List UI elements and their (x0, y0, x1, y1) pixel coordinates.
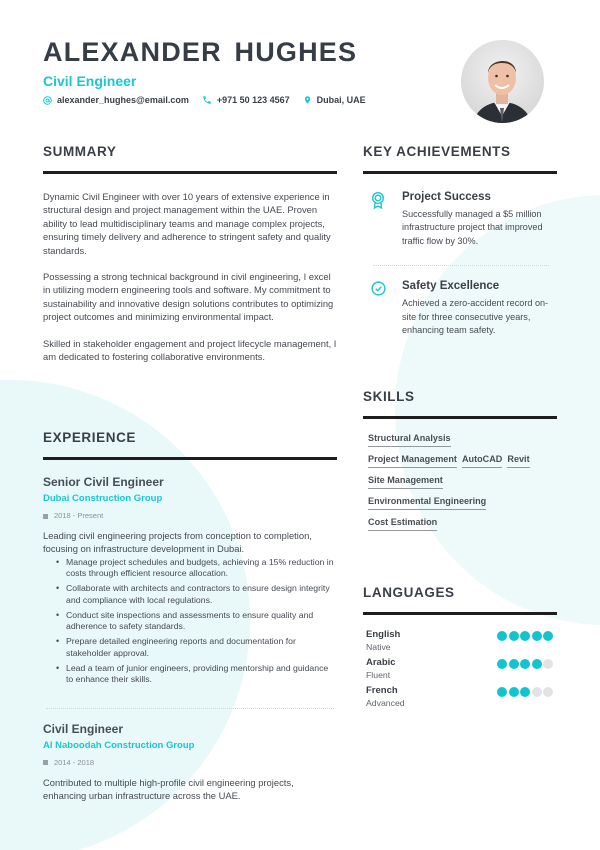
achievement-item (363, 279, 557, 337)
contact-email[interactable] (43, 95, 189, 105)
section-divider (363, 171, 557, 174)
rating-dot-filled (509, 631, 519, 641)
email-text: alexander_hughes@email.com (57, 95, 189, 105)
contact-location (303, 95, 366, 105)
job-dates (43, 758, 337, 768)
summary-paragraph: Possessing a strong technical background in civil engineering, I excel in utilizing modern engineering tools and software. My commitment to sustainability and innovative design solutions contributes to optimizing project outcomes and minimizing environmental impact. (43, 271, 334, 323)
skill-tag: Project Management (368, 454, 457, 468)
language-rating (496, 659, 554, 669)
entry-separator (46, 708, 334, 709)
job-dates (43, 511, 337, 521)
experience-entry (43, 722, 337, 803)
languages-heading: LANGUAGES (363, 585, 455, 600)
achievements-heading: KEY ACHIEVEMENTS (363, 144, 511, 159)
skill-row (363, 433, 557, 447)
experience-entry (43, 475, 337, 686)
rating-dot-filled (520, 631, 530, 641)
candidate-name: ALEXANDER HUGHES (43, 37, 358, 67)
rating-dot-filled (532, 659, 542, 669)
language-level: Advanced (366, 698, 405, 708)
rating-dot-filled (497, 631, 507, 641)
section-divider (43, 457, 337, 460)
job-description: Contributed to multiple high-profile civil engineering projects, enhancing urban infrastructure across the UAE. (43, 776, 294, 802)
section-divider (363, 612, 557, 615)
award-ribbon-icon (363, 190, 391, 248)
skill-row (363, 475, 557, 489)
phone-icon (202, 95, 212, 105)
skill-row (363, 454, 557, 468)
skill-tag: Structural Analysis (368, 433, 451, 447)
achievement-separator (373, 265, 549, 266)
phone-text: +971 50 123 4567 (216, 95, 290, 105)
job-bullet: • Conduct site inspections and assessments to ensure quality and adherence to safety standards. (66, 610, 337, 633)
skills-heading: SKILLS (363, 389, 415, 404)
section-divider (363, 416, 557, 419)
location-text: Dubai, UAE (316, 95, 366, 105)
rating-dot-filled (543, 631, 553, 641)
at-icon (43, 96, 52, 105)
language-item (363, 685, 557, 709)
contact-phone[interactable] (202, 95, 290, 105)
section-divider (43, 171, 337, 174)
company-name: Al Naboodah Construction Group (43, 739, 195, 751)
achievement-title: Safety Excellence (402, 280, 500, 293)
rating-dot-filled (520, 687, 530, 697)
rating-dot-filled (497, 659, 507, 669)
rating-dot-filled (520, 659, 530, 669)
achievement-item (363, 190, 557, 248)
job-dates-text: 2018 - Present (54, 511, 104, 520)
summary-paragraph: Dynamic Civil Engineer with over 10 years of extensive experience in structural design and project management within the UAE. Proven ability to lead multidisciplinary teams and manage complex projects, ensuring timely delivery and adherence to stringent safety and quality standards. (43, 191, 331, 256)
language-rating (496, 631, 554, 641)
rating-dot-empty (532, 687, 542, 697)
language-item (363, 629, 557, 653)
calendar-icon (43, 514, 48, 519)
skill-tag: Cost Estimation (368, 517, 437, 531)
language-name: French (366, 685, 398, 696)
location-pin-icon (303, 95, 312, 105)
job-bullet: • Collaborate with architects and contractors to ensure design integrity and compliance with local regulations. (66, 583, 337, 606)
language-name: English (366, 629, 401, 640)
job-title: Civil Engineer (43, 721, 124, 736)
skill-tag: Environmental Engineering (368, 496, 486, 510)
rating-dot-empty (543, 659, 553, 669)
summary-section (43, 144, 337, 363)
job-description: Leading civil engineering projects from conception to completion, focusing on infrastructure development in Dubai. (43, 530, 312, 555)
achievement-description: Successfully managed a $5 million infrastructure project that improved traffic flow by 30%. (402, 209, 543, 246)
contact-row (43, 95, 443, 105)
skill-tag: AutoCAD (462, 454, 502, 468)
job-bullet: • Prepare detailed engineering reports and documentation for stakeholder approval. (66, 636, 337, 659)
language-level: Fluent (366, 670, 391, 680)
achievements-section (363, 144, 557, 337)
company-name: Dubai Construction Group (43, 493, 163, 504)
summary-paragraph: Skilled in stakeholder engagement and project lifecycle management, I am dedicated to fostering collaborative environments. (43, 337, 337, 363)
skill-tag: Site Management (368, 475, 443, 489)
job-dates-text: 2014 - 2018 (54, 757, 95, 767)
job-bullets (43, 557, 337, 686)
skill-tag: Revit (507, 454, 529, 468)
languages-section (363, 585, 557, 713)
rating-dot-filled (497, 687, 507, 697)
skills-section (363, 389, 557, 538)
achievement-description: Achieved a zero-accident record on-site for three consecutive years, enhancing team safety. (402, 298, 549, 336)
language-level: Native (366, 642, 391, 652)
profile-photo (461, 40, 544, 123)
experience-section (43, 430, 337, 803)
language-name: Arabic (366, 657, 396, 668)
job-title: Senior Civil Engineer (43, 475, 164, 489)
candidate-title: Civil Engineer (43, 73, 137, 89)
skill-row (363, 496, 557, 510)
skill-row (363, 517, 557, 531)
rating-dot-filled (509, 659, 519, 669)
resume-header (43, 36, 443, 105)
achievement-title: Project Success (402, 191, 491, 203)
calendar-icon (43, 760, 48, 765)
rating-dot-empty (543, 687, 553, 697)
check-circle-icon (363, 279, 391, 337)
language-item (363, 657, 557, 681)
rating-dot-filled (509, 687, 519, 697)
job-bullet: • Lead a team of junior engineers, providing mentorship and guidance to enhance their skills. (66, 663, 337, 686)
summary-heading: SUMMARY (43, 144, 117, 159)
job-bullet: • Manage project schedules and budgets, achieving a 15% reduction in costs through efficient resource allocation. (66, 557, 337, 580)
rating-dot-filled (532, 631, 542, 641)
language-list (363, 629, 557, 709)
language-rating (496, 687, 554, 697)
experience-heading: EXPERIENCE (43, 430, 137, 445)
